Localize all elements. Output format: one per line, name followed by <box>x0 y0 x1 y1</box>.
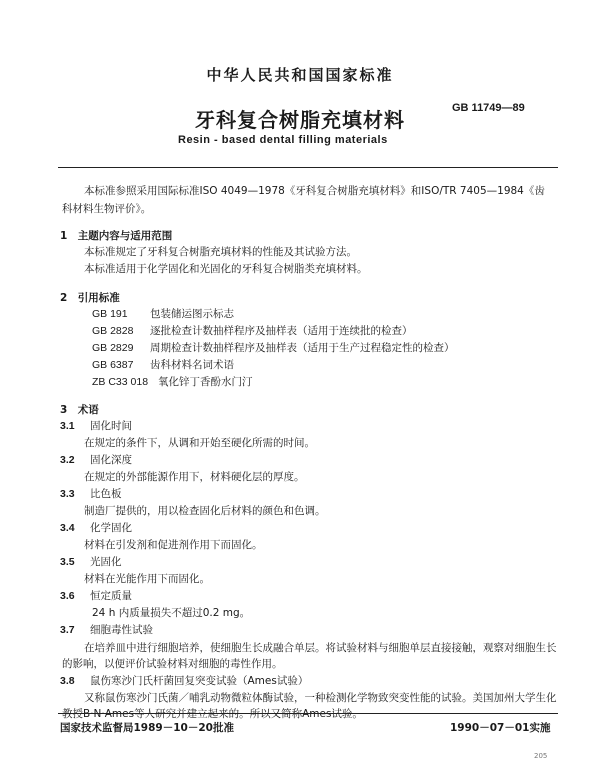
approval-date: 国家技术监督局1989－10－20批准 <box>60 722 234 734</box>
national-standard-heading: 中华人民共和国国家标准 <box>206 66 394 84</box>
term-number: 3.2 <box>60 454 75 466</box>
implementation-date: 1990－07－01实施 <box>450 722 551 734</box>
term-definition: 在规定的条件下，从调和开始至硬化所需的时间。 <box>84 437 315 449</box>
intro-line-1: 本标准参照采用国际标准ISO 4049—1978《牙科复合树脂充填材料》和ISO/TR 7405—1984《齿 <box>84 185 545 197</box>
reference-title: 氧化锌丁香酚水门汀 <box>158 376 253 388</box>
document-title: 牙科复合树脂充填材料 <box>195 108 405 132</box>
term-definition: 又称鼠伤寒沙门氏菌／哺乳动物微粒体酶试验，一种检测化学物致突变性能的试验。美国加州大学生化教授B·N·Ames等人研究并建立起来的。所以又简称Ames试验。 <box>62 692 557 720</box>
section-2-heading: 2 引用标准 <box>60 292 120 304</box>
page-number: 205 <box>534 752 548 760</box>
reference-title: 逐批检查计数抽样程序及抽样表（适用于连续批的检查） <box>150 325 413 337</box>
term-number: 3.6 <box>60 590 75 602</box>
term-number: 3.7 <box>60 624 75 636</box>
term-heading <box>60 419 132 433</box>
term-number: 3.8 <box>60 675 75 687</box>
reference-item <box>92 375 253 389</box>
term-definition: 24 h 内质量损失不超过0.2 mg。 <box>92 607 251 619</box>
term-definition: 制造厂提供的，用以检查固化后材料的颜色和色调。 <box>84 505 326 517</box>
term-name: 恒定质量 <box>90 590 132 602</box>
section-1-para-1: 本标准规定了牙科复合树脂充填材料的性能及其试验方法。 <box>84 246 357 258</box>
term-name: 鼠伤寒沙门氏杆菌回复突变试验（Ames试验） <box>90 675 309 687</box>
term-definition: 材料在引发剂和促进剂作用下而固化。 <box>84 539 263 551</box>
reference-code: GB 191 <box>92 308 128 320</box>
term-definition: 在培养皿中进行细胞培养，使细胞生长成融合单层。将试验材料与细胞单层直接接触，观察对细胞生长的影响，以便评价试验材料对细胞的毒性作用。 <box>62 642 557 670</box>
term-name: 固化深度 <box>90 454 132 466</box>
bottom-divider <box>58 713 558 714</box>
reference-title: 包装储运图示标志 <box>150 308 234 320</box>
term-heading <box>60 589 132 603</box>
english-title: Resin - based dental filling materials <box>178 134 388 146</box>
term-number: 3.4 <box>60 522 75 534</box>
term-number: 3.1 <box>60 420 75 432</box>
reference-title: 齿科材料名词术语 <box>150 359 234 371</box>
reference-item <box>92 358 234 372</box>
top-divider <box>58 167 558 168</box>
term-heading <box>60 487 122 501</box>
reference-code: GB 2829 <box>92 342 134 354</box>
term-definition: 材料在光能作用下而固化。 <box>84 573 210 585</box>
reference-item <box>92 324 413 338</box>
reference-code: GB 2828 <box>92 325 134 337</box>
term-name: 比色板 <box>90 488 122 500</box>
intro-line-2: 科材料生物评价》。 <box>62 203 152 215</box>
term-heading <box>60 674 308 688</box>
term-name: 固化时间 <box>90 420 132 432</box>
term-heading <box>60 453 132 467</box>
term-heading <box>60 623 153 637</box>
term-heading <box>60 521 132 535</box>
term-name: 光固化 <box>90 556 122 568</box>
term-name: 化学固化 <box>90 522 132 534</box>
term-definition: 在规定的外部能源作用下，材料硬化层的厚度。 <box>84 471 305 483</box>
reference-item <box>92 307 234 321</box>
term-number: 3.5 <box>60 556 75 568</box>
standard-number: GB 11749—89 <box>452 102 525 114</box>
reference-code: GB 6387 <box>92 359 134 371</box>
reference-title: 周期检查计数抽样程序及抽样表（适用于生产过程稳定性的检查） <box>150 342 455 354</box>
term-number: 3.3 <box>60 488 75 500</box>
reference-code: ZB C33 018 <box>92 376 149 388</box>
section-3-heading: 3 术语 <box>60 404 99 416</box>
term-name: 细胞毒性试验 <box>90 624 153 636</box>
section-1-heading: 1 主题内容与适用范围 <box>60 230 173 242</box>
reference-item <box>92 341 455 355</box>
term-heading <box>60 555 122 569</box>
section-1-para-2: 本标准适用于化学固化和光固化的牙科复合树脂类充填材料。 <box>84 263 368 275</box>
